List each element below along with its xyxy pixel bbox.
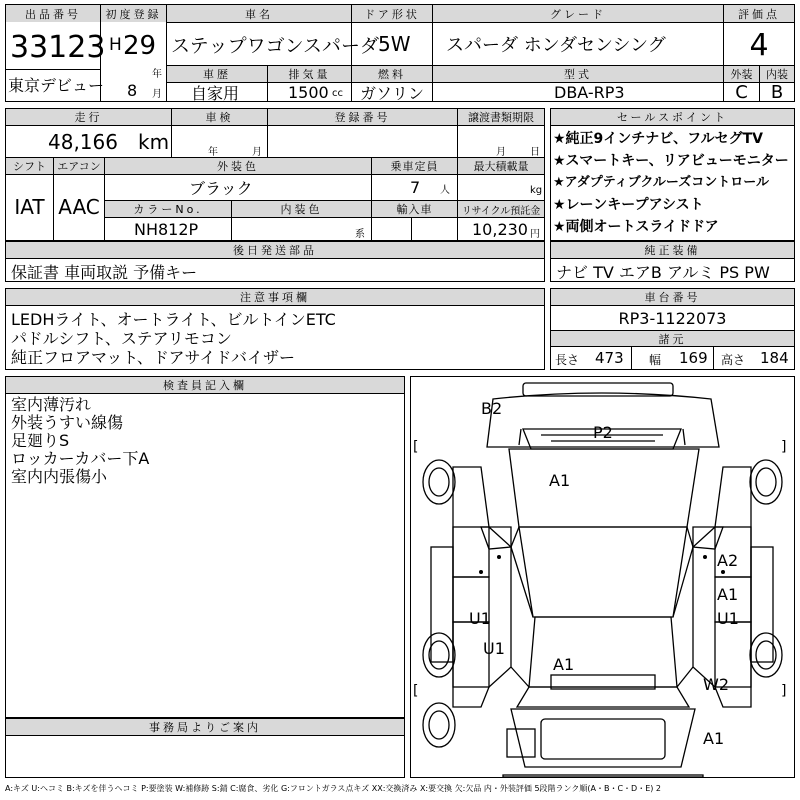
capacity-label: 乗車定員 — [372, 158, 457, 174]
era: H — [109, 35, 122, 55]
int-color-label: 内装色 — [232, 201, 371, 217]
capacity-unit: 人 — [440, 185, 450, 196]
max-load-unit: kg — [530, 185, 543, 196]
damage-mark: U1 — [469, 609, 491, 628]
legend: A:キズ U:ヘコミ B:キズを伴うヘコミ P:要塗装 W:補修跡 S:錆 C:腐食、劣化 G:フロントガラス点キズ XX:交換済み X:要交換 欠:欠品 内・外装評価 5段階ランク順(A・B・C・D・E) 2 — [5, 783, 662, 793]
door-type-label: ドア形状 — [352, 5, 432, 22]
aircon: AAC — [58, 195, 100, 219]
color-no-label: カラーNo. — [105, 201, 231, 217]
damage-mark: B2 — [481, 399, 503, 418]
inspector-label: 検査員記入欄 — [6, 377, 404, 393]
bracket-open: [ — [413, 683, 419, 699]
inspector-line: ロッカーカバー下A — [11, 449, 150, 468]
header-block — [5, 4, 795, 102]
ext-color-label: 外装色 — [105, 158, 371, 174]
width-label: 幅 — [649, 352, 662, 367]
notes-label: 注意事項欄 — [6, 289, 544, 305]
genuine-equipment-label: 純正装備 — [551, 242, 794, 258]
year-unit: 年 — [152, 69, 162, 80]
int-color-unit: 系 — [355, 229, 365, 240]
office-block — [5, 718, 405, 778]
lot-number-label: 出品番号 — [6, 5, 100, 22]
ext-color: ブラック — [189, 178, 253, 198]
vehicle-history: 自家用 — [191, 83, 240, 103]
damage-mark: P2 — [593, 423, 613, 442]
interior-grade-label: 内装 — [760, 66, 794, 82]
width-value: 169 — [679, 349, 708, 367]
inspector-line: 外装うすい線傷 — [11, 413, 124, 432]
note-line: パドルシフト、ステアリモコン — [11, 329, 232, 348]
damage-mark: U1 — [717, 609, 739, 628]
door-type: 5W — [378, 32, 411, 56]
office-label: 事務局よりご案内 — [6, 719, 404, 735]
grade: スパーダ ホンダセンシング — [446, 35, 666, 56]
year: 29 — [123, 31, 157, 61]
genuine-equipment-block — [550, 241, 795, 282]
length-label: 長さ — [555, 352, 580, 367]
notes-block — [5, 288, 545, 370]
inspection-year-unit: 年 — [208, 147, 218, 158]
height-value: 184 — [760, 349, 789, 367]
registration-label: 登録番号 — [268, 109, 457, 125]
later-parts-label: 後日発送部品 — [6, 242, 544, 258]
note-line: LEDHライト、オートライト、ビルトインETC — [11, 310, 336, 329]
score: 4 — [749, 27, 769, 63]
later-parts-block — [5, 241, 545, 282]
displacement-unit: cc — [332, 87, 343, 99]
shift: IAT — [14, 195, 45, 219]
sales-point: ★レーンキープアシスト — [553, 197, 704, 213]
height-label: 高さ — [721, 352, 746, 367]
model-label: 型式 — [433, 66, 723, 82]
recycle-unit: 円 — [530, 229, 540, 240]
fuel-label: 燃料 — [352, 66, 432, 82]
car-name: ステップワゴンスパーダ — [171, 34, 380, 57]
event-name: 東京デビュー — [8, 75, 105, 95]
sales-point: ★両側オートスライドドア — [553, 219, 719, 235]
mileage-unit: km — [138, 130, 170, 154]
chassis-block — [550, 288, 795, 370]
sales-point: ★アダプティブクルーズコントロール — [553, 175, 770, 190]
inspector-line: 室内薄汚れ — [11, 395, 92, 414]
grade-label: グレード — [433, 5, 723, 22]
inspector-line: 室内内張傷小 — [11, 467, 108, 486]
color-no: NH812P — [134, 219, 199, 239]
max-load-label: 最大積載量 — [458, 158, 544, 174]
inspection-month-unit: 月 — [252, 147, 262, 158]
aircon-label: エアコン — [54, 158, 104, 174]
bracket-open: [ — [413, 439, 419, 455]
capacity: 7 — [410, 177, 421, 197]
length-value: 473 — [595, 349, 624, 367]
transfer-month-unit: 月 — [496, 147, 506, 158]
note-line: 純正フロアマット、ドアサイドバイザー — [11, 348, 296, 367]
mileage: 48,166 — [48, 130, 118, 154]
bracket-close: ] — [781, 439, 787, 455]
lot-number: 33123 — [10, 29, 106, 65]
specs-block — [5, 108, 545, 241]
damage-mark: A1 — [717, 585, 739, 604]
damage-mark: U1 — [483, 639, 505, 658]
bracket-close: ] — [781, 683, 787, 699]
first-registration-label: 初度登録 — [101, 5, 166, 22]
model-code: DBA-RP3 — [554, 82, 625, 102]
sales-point: ★純正9インチナビ、フルセグTV — [553, 131, 763, 147]
history-label: 車歴 — [167, 66, 267, 82]
exterior-grade-label: 外装 — [724, 66, 759, 82]
damage-mark: W2 — [703, 675, 729, 694]
sales-point: ★スマートキー、リアビューモニター — [553, 153, 789, 169]
sales-points-list — [553, 128, 789, 238]
later-parts-value: 保証書 車両取説 予備キー — [11, 262, 198, 282]
chassis-number: RP3-1122073 — [618, 308, 727, 328]
interior-grade: B — [770, 81, 784, 103]
damage-mark: A1 — [549, 471, 571, 490]
damage-mark: A1 — [703, 729, 725, 748]
dims-label: 諸元 — [551, 331, 794, 346]
exterior-grade: C — [735, 81, 748, 103]
damage-mark: A2 — [717, 551, 739, 570]
recycle-fee: 10,230 — [472, 219, 528, 239]
inspector-block — [5, 376, 405, 718]
displacement: 1500 — [288, 82, 329, 102]
genuine-equipment-value: ナビ TV エアB アルミ PS PW — [556, 262, 770, 282]
score-label: 評価点 — [724, 5, 794, 22]
damage-diagram — [410, 376, 795, 778]
transfer-deadline-label: 譲渡書類期限 — [458, 109, 544, 125]
shift-label: シフト — [6, 158, 53, 174]
damage-mark: A1 — [553, 655, 575, 674]
month: 8 — [127, 81, 138, 100]
sales-points-block — [550, 108, 795, 241]
chassis-label: 車台番号 — [551, 289, 794, 305]
inspector-line: 足廻りS — [11, 431, 70, 450]
mileage-label: 走行 — [6, 109, 171, 125]
import-label: 輸入車 — [372, 201, 457, 217]
car-name-label: 車名 — [167, 5, 351, 22]
recycle-label: リサイクル預託金 — [458, 201, 544, 217]
fuel: ガソリン — [360, 83, 425, 103]
transfer-day-unit: 日 — [530, 147, 540, 158]
inspection-label: 車検 — [172, 109, 267, 125]
displacement-label: 排気量 — [268, 66, 351, 82]
sales-points-label: セールスポイント — [551, 109, 794, 125]
month-unit: 月 — [152, 89, 162, 100]
